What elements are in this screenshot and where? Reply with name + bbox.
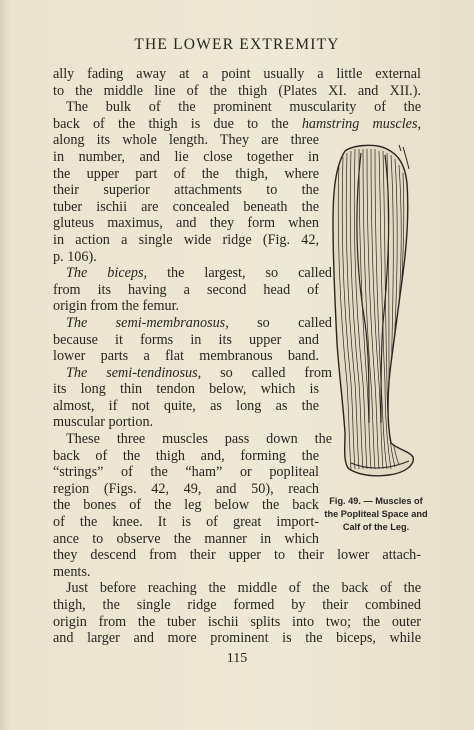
text-line: back of the thigh is due to the hamstring muscles,	[53, 115, 422, 132]
text-line: lower parts a flat membranous band.	[53, 348, 319, 365]
text-line: These three muscles pass down the	[66, 431, 332, 448]
running-head: THE LOWER EXTREMITY	[134, 36, 340, 53]
text-line: thigh, the single ridge formed by their combined	[53, 597, 421, 613]
text-line: and larger and more prominent is the biceps, while	[53, 630, 421, 647]
italic-term: The semi-tendinosus,	[66, 364, 202, 381]
text-line: from its having a second head of	[53, 281, 319, 298]
text-line: they descend from their upper to their lower attach-	[53, 547, 421, 564]
text-line: Just before reaching the middle of the back of the	[66, 580, 421, 597]
text-line: The semi-tendinosus, so called from	[66, 364, 332, 381]
text-line: their superior attachments to the	[53, 182, 319, 199]
text-line: p. 106).	[53, 248, 97, 265]
text-line: the upper part of the thigh, where	[53, 165, 319, 182]
text-line: almost, if not quite, as long as the	[53, 397, 319, 414]
page-number: 115	[226, 651, 248, 666]
text-line: gluteus maximus, and they form when	[53, 215, 319, 232]
text-line: back of the thigh and, forming the	[53, 447, 319, 464]
text-line: The bulk of the prominent muscularity of the	[66, 99, 421, 116]
text-line: in action a single wide ridge (Fig. 42,	[53, 231, 319, 248]
figure-caption: Fig. 49. — Muscles of the Popliteal Space and Calf of the Leg.	[324, 496, 428, 532]
text-line: muscular portion.	[53, 414, 154, 431]
text-line: ance to observe the manner in which	[53, 530, 319, 547]
text-line: ally fading away at a point usually a little external	[53, 66, 421, 82]
text-line: because it forms in its upper and	[53, 331, 319, 348]
text-line: in number, and lie close together in	[53, 148, 319, 165]
text-line: to the middle line of the thigh (Plates XI. and XII.).	[53, 82, 421, 99]
text-line: along its whole length. They are three	[53, 132, 319, 149]
italic-term: hamstring muscles,	[301, 115, 422, 132]
text-line: the bones of the leg below the back	[53, 497, 319, 514]
text-line: ments.	[53, 563, 91, 580]
text-line: tuber ischii are concealed beneath the	[53, 198, 319, 215]
text-line: of the knee. It is of great import-	[53, 514, 319, 531]
text-line: origin from the femur.	[53, 298, 180, 315]
anatomy-drawing	[325, 143, 427, 489]
text-line: “strings” of the “ham” or popliteal	[53, 464, 319, 481]
text-line: its long thin tendon below, which is	[53, 381, 319, 398]
italic-term: The semi-membranosus,	[66, 314, 229, 331]
text-line: The biceps, the largest, so called	[66, 265, 332, 282]
italic-term: The biceps,	[66, 265, 148, 282]
leg-muscle-illustration	[325, 143, 427, 489]
text-line: The semi-membranosus, so called	[66, 314, 332, 331]
text-line: region (Figs. 42, 49, and 50), reach	[53, 480, 319, 497]
text-line: origin from the tuber ischii splits into two; the outer	[53, 613, 421, 630]
